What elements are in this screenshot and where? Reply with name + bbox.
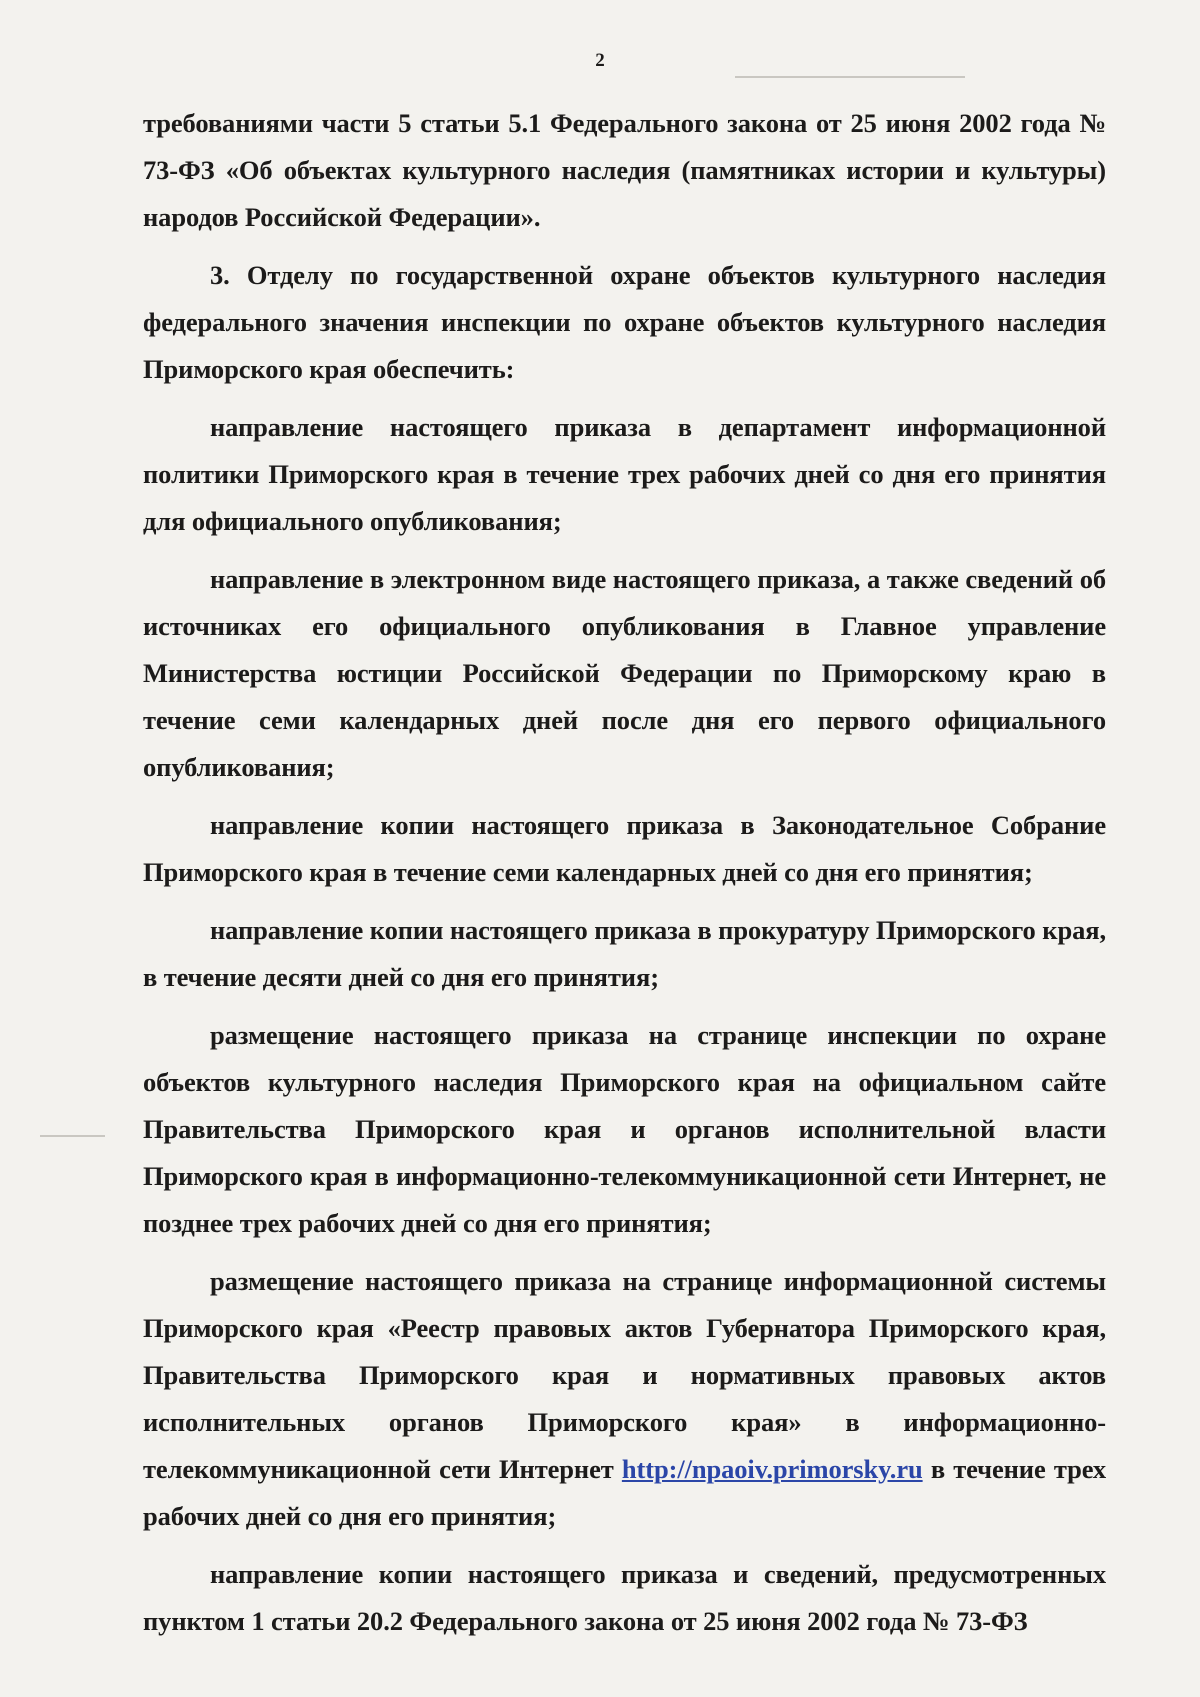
paragraph-publication-department: направление настоящего приказа в департамент информационной политики Приморского края в течение трех рабочих дней со дня его принятия для официального опубликования; [143,412,1106,536]
page-number: 2 [595,50,605,71]
paragraph-justice-ministry: направление в электронном виде настоящего приказа, а также сведений об источниках его официального опубликования в Главное управление Министерства юстиции Российской Федерации по Приморскому краю в течение семи календарных дней после дня его первого официального опубликования; [143,564,1106,782]
paragraph-copy-details: направление копии настоящего приказа и сведений, предусмотренных пунктом 1 статьи 20.2 Федерального закона от 25 июня 2002 года № 73-ФЗ [143,1559,1106,1636]
paragraph-official-site: размещение настоящего приказа на странице инспекции по охране объектов культурного наследия Приморского края на официальном сайте Правительства Приморского края и органов исполнительной власти Приморского края в информационно-телекоммуникационной сети Интернет, не позднее трех рабочих дней со дня его принятия; [143,1020,1106,1238]
paragraph-item-3: 3. Отделу по государственной охране объектов культурного наследия федерального значения инспекции по охране объектов культурного наследия Приморского края обеспечить: [143,260,1106,384]
paragraph-registry [143,1258,1106,1540]
document-body [143,100,1106,1656]
paragraph-legislative-assembly: направление копии настоящего приказа в Законодательное Собрание Приморского края в течение семи календарных дней со дня его принятия; [143,810,1106,887]
scan-artifact-line [40,1135,105,1137]
scan-artifact-line [735,76,965,78]
registry-text-after: в течение трех рабочих дней со дня его принятия; [143,1454,1106,1531]
registry-link[interactable]: http://npaoiv.primorsky.ru [621,1454,923,1484]
paragraph-prosecutor: направление копии настоящего приказа в прокуратуру Приморского края, в течение десяти дней со дня его принятия; [143,915,1106,992]
paragraph-continuation: требованиями части 5 статьи 5.1 Федерального закона от 25 июня 2002 года № 73-ФЗ «Об объектах культурного наследия (памятниках истории и культуры) народов Российской Федерации». [143,108,1106,232]
registry-text-before: размещение настоящего приказа на странице информационной системы Приморского края «Реестр правовых актов Губернатора Приморского края, Правительства Приморского края и нормативных правовых актов исполнительных органов Приморского края» в информационно-телекоммуникационной сети Интернет [143,1266,1106,1484]
